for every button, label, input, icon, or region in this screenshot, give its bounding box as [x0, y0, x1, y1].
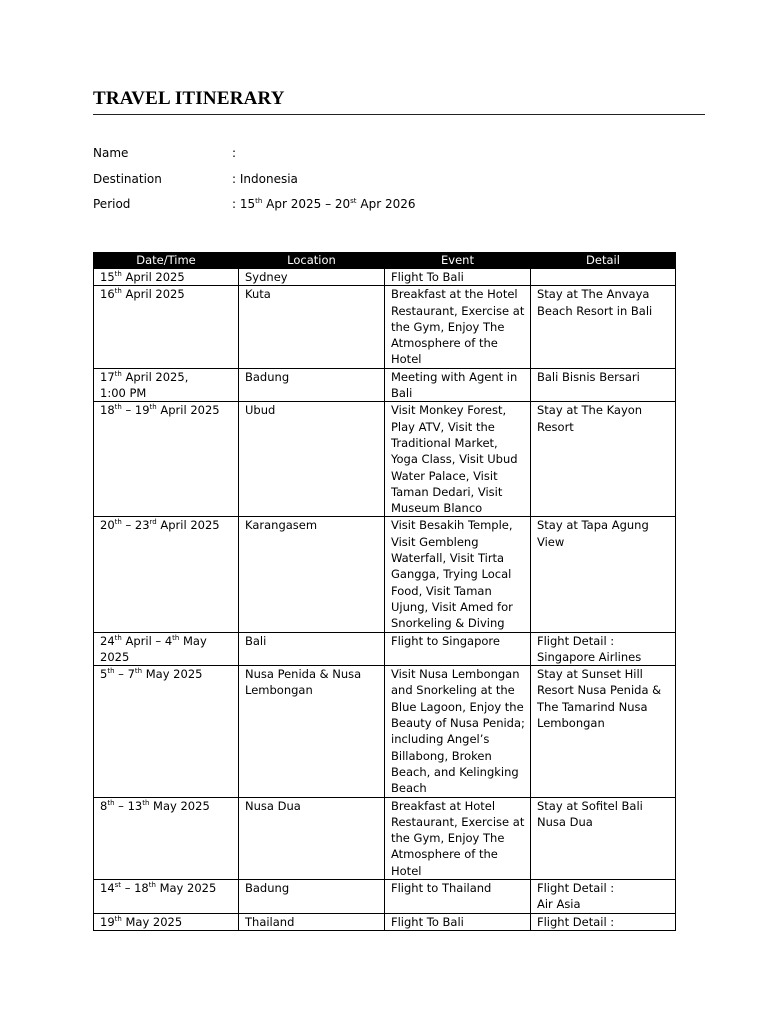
date-ordinal-suffix: th — [114, 633, 122, 642]
date-text: 16 — [100, 287, 115, 302]
date-ordinal-suffix: th — [114, 270, 122, 278]
date-ordinal-suffix: th — [114, 403, 122, 412]
date-ordinal-suffix: rd — [149, 518, 157, 527]
cell-event: Meeting with Agent in Bali — [385, 368, 531, 402]
date-text: April 2025 — [156, 518, 220, 533]
cell-detail: Stay at The Kayon Resort — [531, 402, 676, 517]
cell-event: Visit Besakih Temple, Visit Gembleng Waterfall, Visit Tirta Gangga, Trying Local Food, Visit Taman Ujung, Visit Amed for Snorkeling & Diving — [385, 517, 531, 632]
cell-event: Flight to Thailand — [385, 879, 531, 913]
cell-detail: Stay at Sunset Hill Resort Nusa Penida & The Tamarind Nusa Lembongan — [531, 666, 676, 797]
period-end-suffix: st — [350, 197, 357, 205]
cell-date — [94, 666, 239, 797]
date-text: – 13 — [114, 798, 143, 813]
cell-event: Visit Monkey Forest, Play ATV, Visit the Traditional Market, Yoga Class, Visit Ubud Water Palace, Visit Taman Dedari, Visit Museum Blanco — [385, 402, 531, 517]
cell-date — [94, 402, 239, 517]
date-text: 15 — [100, 270, 115, 284]
header-event: Event — [385, 253, 531, 269]
cell-detail — [531, 879, 676, 913]
detail-line: Singapore Airlines — [537, 649, 642, 664]
date-ordinal-suffix: th — [114, 914, 122, 923]
header-date-time: Date/Time — [94, 253, 239, 269]
header-detail: Detail — [531, 253, 676, 269]
cell-event: Flight To Bali — [385, 913, 531, 930]
period-start-day: : 15 — [232, 197, 256, 211]
cell-date — [94, 632, 239, 666]
cell-date — [94, 286, 239, 368]
cell-location: Sydney — [239, 269, 385, 286]
date-text: 2025 — [100, 649, 130, 664]
date-ordinal-suffix: th — [114, 369, 122, 378]
table-header-row — [94, 253, 676, 269]
cell-date — [94, 913, 239, 930]
period-value — [232, 197, 416, 211]
table-row — [94, 286, 676, 368]
date-text: May — [179, 633, 207, 648]
table-row — [94, 402, 676, 517]
cell-date — [94, 797, 239, 879]
date-text: 1:00 PM — [100, 386, 147, 401]
table-row — [94, 632, 676, 666]
table-row — [94, 913, 676, 930]
cell-location: Karangasem — [239, 517, 385, 632]
date-text: 24 — [100, 633, 115, 648]
date-text: – 19 — [121, 403, 150, 418]
date-ordinal-suffix: th — [172, 633, 180, 642]
date-text: – 23 — [121, 518, 150, 533]
period-range: Apr 2025 – 20 — [262, 197, 351, 211]
date-text: 20 — [100, 518, 115, 533]
date-text: May 2025 — [142, 667, 203, 682]
date-text: April 2025 — [121, 270, 185, 284]
cell-detail — [531, 632, 676, 666]
date-text: 17 — [100, 369, 115, 384]
table-row — [94, 368, 676, 402]
date-ordinal-suffix: th — [114, 518, 122, 527]
cell-location: Bali — [239, 632, 385, 666]
date-ordinal-suffix: th — [148, 880, 156, 889]
cell-date — [94, 269, 239, 286]
cell-location: Nusa Penida & Nusa Lembongan — [239, 666, 385, 797]
cell-date — [94, 879, 239, 913]
date-text: 14 — [100, 880, 115, 895]
date-text: 19 — [100, 914, 115, 929]
date-text: April 2025 — [156, 403, 220, 418]
cell-event: Flight To Bali — [385, 269, 531, 286]
destination-label: Destination — [93, 171, 162, 186]
cell-detail: Flight Detail : — [531, 913, 676, 930]
cell-date — [94, 368, 239, 402]
date-text: May 2025 — [121, 914, 183, 929]
page-title: TRAVEL ITINERARY — [93, 88, 285, 109]
cell-detail: Stay at Tapa Agung View — [531, 517, 676, 632]
destination-value: : Indonesia — [232, 171, 298, 186]
name-label: Name — [93, 146, 129, 160]
cell-location: Nusa Dua — [239, 797, 385, 879]
date-ordinal-suffix: th — [134, 667, 143, 676]
period-label: Period — [93, 197, 131, 211]
date-text: – 7 — [114, 667, 135, 682]
detail-line: Air Asia — [537, 897, 581, 912]
itinerary-body — [94, 269, 676, 931]
table-row — [94, 879, 676, 913]
table-row — [94, 269, 676, 286]
detail-line: Flight Detail : — [537, 880, 615, 895]
cell-location: Badung — [239, 368, 385, 402]
table-row — [94, 797, 676, 879]
name-value: : — [232, 146, 237, 160]
header-location: Location — [239, 253, 385, 269]
table-row — [94, 666, 676, 797]
cell-event: Breakfast at the Hotel Restaurant, Exercise at the Gym, Enjoy The Atmosphere of the Hotel — [385, 286, 531, 368]
date-text: 18 — [100, 403, 115, 418]
title-divider — [93, 114, 705, 115]
itinerary-table — [93, 252, 676, 931]
cell-detail — [531, 269, 676, 286]
date-text: May 2025 — [155, 880, 217, 895]
cell-event: Breakfast at Hotel Restaurant, Exercise at the Gym, Enjoy The Atmosphere of the Hotel — [385, 797, 531, 879]
period-end-year: Apr 2026 — [356, 197, 416, 211]
cell-event: Visit Nusa Lembongan and Snorkeling at the Blue Lagoon, Enjoy the Beauty of Nusa Penida; including Angel’s Billabong, Broken Beach, and Kelingking Beach — [385, 666, 531, 797]
date-text: May 2025 — [149, 798, 210, 813]
date-text: April 2025 — [121, 287, 185, 302]
cell-detail: Bali Bisnis Bersari — [531, 368, 676, 402]
period-start-suffix: th — [255, 197, 263, 205]
date-ordinal-suffix: th — [142, 798, 150, 807]
date-ordinal-suffix: th — [114, 287, 122, 296]
date-text: 5 — [100, 667, 108, 682]
cell-detail: Stay at The Anvaya Beach Resort in Bali — [531, 286, 676, 368]
date-text: April 2025, — [121, 369, 189, 384]
date-text: 8 — [100, 798, 108, 813]
cell-event: Flight to Singapore — [385, 632, 531, 666]
cell-location: Ubud — [239, 402, 385, 517]
date-ordinal-suffix: th — [107, 798, 115, 807]
cell-detail: Stay at Sofitel Bali Nusa Dua — [531, 797, 676, 879]
cell-location: Thailand — [239, 913, 385, 930]
date-ordinal-suffix: th — [107, 667, 115, 676]
cell-location: Badung — [239, 879, 385, 913]
cell-location: Kuta — [239, 286, 385, 368]
date-ordinal-suffix: st — [114, 880, 122, 889]
date-text: – 18 — [121, 880, 149, 895]
date-text: April – 4 — [121, 633, 173, 648]
table-row — [94, 517, 676, 632]
detail-line: Flight Detail : — [537, 633, 615, 648]
cell-date — [94, 517, 239, 632]
date-ordinal-suffix: th — [149, 403, 157, 412]
